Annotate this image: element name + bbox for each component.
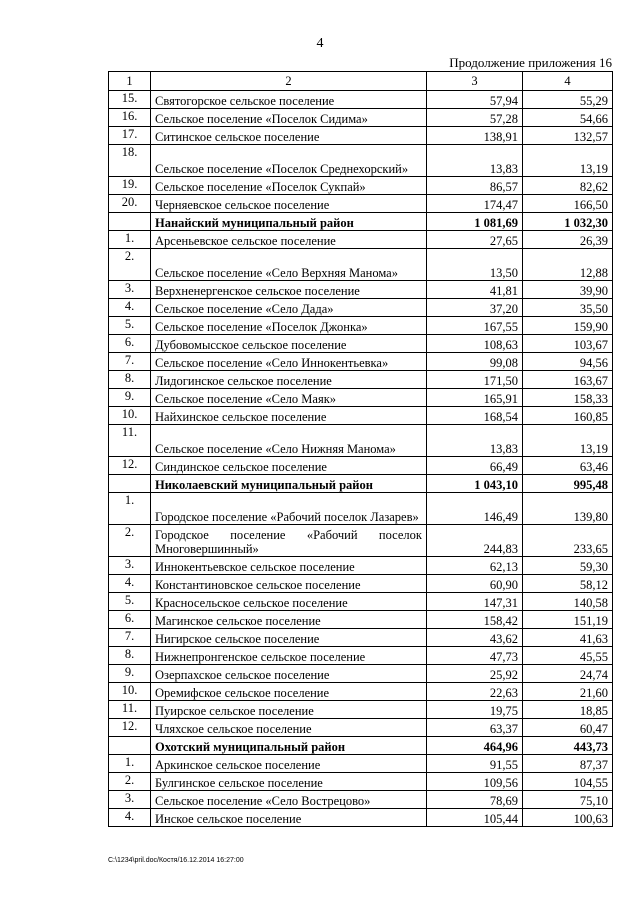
settlement-name: Нигирское сельское поселение <box>151 629 427 647</box>
header-col-4: 4 <box>523 72 613 91</box>
settlement-name: Охотский муниципальный район <box>151 737 427 755</box>
settlement-name: Сельское поселение «Село Нижняя Манома» <box>151 425 427 457</box>
value-col-4: 41,63 <box>523 629 613 647</box>
value-col-3: 27,65 <box>427 231 523 249</box>
table-row <box>109 317 613 335</box>
value-col-4: 443,73 <box>523 737 613 755</box>
value-col-4: 139,80 <box>523 493 613 525</box>
value-col-3: 41,81 <box>427 281 523 299</box>
table-row <box>109 231 613 249</box>
value-col-4: 100,63 <box>523 809 613 827</box>
value-col-4: 21,60 <box>523 683 613 701</box>
value-col-3: 86,57 <box>427 177 523 195</box>
table-row <box>109 177 613 195</box>
settlement-name: Лидогинское сельское поселение <box>151 371 427 389</box>
table-row <box>109 773 613 791</box>
table-row <box>109 299 613 317</box>
value-col-3: 99,08 <box>427 353 523 371</box>
value-col-3: 464,96 <box>427 737 523 755</box>
value-col-3: 146,49 <box>427 493 523 525</box>
value-col-3: 57,28 <box>427 109 523 127</box>
district-row <box>109 737 613 755</box>
row-number <box>109 213 151 231</box>
settlement-name: Святогорское сельское поселение <box>151 91 427 109</box>
settlement-name: Синдинское сельское поселение <box>151 457 427 475</box>
table-row <box>109 665 613 683</box>
settlement-name: Верхненергенское сельское поселение <box>151 281 427 299</box>
settlement-name: Сельское поселение «Поселок Джонка» <box>151 317 427 335</box>
settlement-name: Николаевский муниципальный район <box>151 475 427 493</box>
value-col-4: 104,55 <box>523 773 613 791</box>
value-col-4: 159,90 <box>523 317 613 335</box>
settlement-name: Константиновское сельское поселение <box>151 575 427 593</box>
row-number: 11. <box>109 701 151 719</box>
settlement-name: Сельское поселение «Поселок Среднехорский» <box>151 145 427 177</box>
value-col-3: 138,91 <box>427 127 523 145</box>
settlement-name: Озерпахское сельское поселение <box>151 665 427 683</box>
value-col-4: 87,37 <box>523 755 613 773</box>
row-number: 2. <box>109 525 151 557</box>
row-number: 9. <box>109 665 151 683</box>
table-row <box>109 575 613 593</box>
table-row <box>109 493 613 525</box>
table-row <box>109 525 613 557</box>
table-row <box>109 557 613 575</box>
value-col-4: 75,10 <box>523 791 613 809</box>
value-col-3: 168,54 <box>427 407 523 425</box>
row-number: 6. <box>109 335 151 353</box>
table-row <box>109 719 613 737</box>
row-number: 16. <box>109 109 151 127</box>
row-number: 7. <box>109 629 151 647</box>
settlement-name: Иннокентьевское сельское поселение <box>151 557 427 575</box>
settlement-name: Сельское поселение «Село Иннокентьевка» <box>151 353 427 371</box>
value-col-4: 13,19 <box>523 425 613 457</box>
settlement-name: Магинское сельское поселение <box>151 611 427 629</box>
settlement-name: Арсеньевское сельское поселение <box>151 231 427 249</box>
value-col-4: 13,19 <box>523 145 613 177</box>
table-row <box>109 145 613 177</box>
value-col-4: 24,74 <box>523 665 613 683</box>
row-number: 10. <box>109 407 151 425</box>
row-number: 12. <box>109 719 151 737</box>
value-col-3: 57,94 <box>427 91 523 109</box>
value-col-3: 158,42 <box>427 611 523 629</box>
table-row <box>109 425 613 457</box>
table-row <box>109 683 613 701</box>
row-number: 7. <box>109 353 151 371</box>
row-number: 20. <box>109 195 151 213</box>
row-number: 3. <box>109 281 151 299</box>
value-col-3: 60,90 <box>427 575 523 593</box>
table-row <box>109 389 613 407</box>
value-col-4: 35,50 <box>523 299 613 317</box>
value-col-4: 163,67 <box>523 371 613 389</box>
row-number: 10. <box>109 683 151 701</box>
value-col-4: 45,55 <box>523 647 613 665</box>
value-col-4: 60,47 <box>523 719 613 737</box>
value-col-3: 25,92 <box>427 665 523 683</box>
value-col-4: 151,19 <box>523 611 613 629</box>
value-col-3: 109,56 <box>427 773 523 791</box>
value-col-3: 171,50 <box>427 371 523 389</box>
value-col-3: 91,55 <box>427 755 523 773</box>
row-number: 1. <box>109 493 151 525</box>
value-col-3: 37,20 <box>427 299 523 317</box>
table-row <box>109 809 613 827</box>
table-row <box>109 91 613 109</box>
value-col-3: 19,75 <box>427 701 523 719</box>
value-col-3: 22,63 <box>427 683 523 701</box>
value-col-3: 1 043,10 <box>427 475 523 493</box>
table-row <box>109 701 613 719</box>
header-col-2: 2 <box>151 72 427 91</box>
settlement-name: Ситинское сельское поселение <box>151 127 427 145</box>
value-col-4: 39,90 <box>523 281 613 299</box>
row-number: 11. <box>109 425 151 457</box>
value-col-4: 59,30 <box>523 557 613 575</box>
page-number: 4 <box>316 36 324 51</box>
table-row <box>109 127 613 145</box>
value-col-4: 94,56 <box>523 353 613 371</box>
settlement-name: Пуирское сельское поселение <box>151 701 427 719</box>
settlement-name: Сельское поселение «Село Вострецово» <box>151 791 427 809</box>
table-header-row <box>109 72 613 91</box>
row-number: 12. <box>109 457 151 475</box>
value-col-4: 54,66 <box>523 109 613 127</box>
row-number: 19. <box>109 177 151 195</box>
table-row <box>109 457 613 475</box>
settlement-name: Сельское поселение «Поселок Сидима» <box>151 109 427 127</box>
value-col-4: 63,46 <box>523 457 613 475</box>
table-row <box>109 791 613 809</box>
table-row <box>109 407 613 425</box>
value-col-4: 233,65 <box>523 525 613 557</box>
row-number: 8. <box>109 371 151 389</box>
value-col-4: 158,33 <box>523 389 613 407</box>
table-row <box>109 109 613 127</box>
settlement-name: Городское поселение «Рабочий поселок Многовершинный» <box>151 525 427 557</box>
row-number <box>109 475 151 493</box>
value-col-3: 167,55 <box>427 317 523 335</box>
settlement-name: Оремифское сельское поселение <box>151 683 427 701</box>
value-col-3: 165,91 <box>427 389 523 407</box>
value-col-4: 103,67 <box>523 335 613 353</box>
value-col-4: 18,85 <box>523 701 613 719</box>
value-col-4: 140,58 <box>523 593 613 611</box>
settlement-name: Сельское поселение «Село Дада» <box>151 299 427 317</box>
table-row <box>109 249 613 281</box>
settlement-name: Булгинское сельское поселение <box>151 773 427 791</box>
file-path-footer: C:\1234\pril.doc/Костя/16.12.2014 16:27:00 <box>108 857 244 864</box>
data-table <box>108 71 613 827</box>
table-row <box>109 611 613 629</box>
value-col-3: 174,47 <box>427 195 523 213</box>
table-row <box>109 371 613 389</box>
settlement-name: Сельское поселение «Село Верхняя Манома» <box>151 249 427 281</box>
value-col-4: 132,57 <box>523 127 613 145</box>
row-number: 6. <box>109 611 151 629</box>
value-col-4: 12,88 <box>523 249 613 281</box>
value-col-3: 147,31 <box>427 593 523 611</box>
value-col-3: 63,37 <box>427 719 523 737</box>
table-row <box>109 755 613 773</box>
value-col-4: 1 032,30 <box>523 213 613 231</box>
value-col-4: 26,39 <box>523 231 613 249</box>
value-col-3: 13,83 <box>427 425 523 457</box>
value-col-3: 1 081,69 <box>427 213 523 231</box>
value-col-3: 47,73 <box>427 647 523 665</box>
settlement-name: Красносельское сельское поселение <box>151 593 427 611</box>
value-col-3: 108,63 <box>427 335 523 353</box>
row-number: 8. <box>109 647 151 665</box>
row-number: 4. <box>109 809 151 827</box>
row-number: 5. <box>109 317 151 335</box>
settlement-name: Нижнепронгенское сельское поселение <box>151 647 427 665</box>
appendix-continuation: Продолжение приложения 16 <box>449 55 612 70</box>
settlement-name: Инское сельское поселение <box>151 809 427 827</box>
table-row <box>109 353 613 371</box>
row-number: 1. <box>109 231 151 249</box>
value-col-3: 62,13 <box>427 557 523 575</box>
table-row <box>109 629 613 647</box>
row-number: 2. <box>109 249 151 281</box>
settlement-name: Городское поселение «Рабочий поселок Лазарев» <box>151 493 427 525</box>
table-row <box>109 195 613 213</box>
settlement-name: Аркинское сельское поселение <box>151 755 427 773</box>
value-col-3: 66,49 <box>427 457 523 475</box>
settlement-name: Найхинское сельское поселение <box>151 407 427 425</box>
row-number: 18. <box>109 145 151 177</box>
value-col-4: 58,12 <box>523 575 613 593</box>
settlement-name: Дубовомысское сельское поселение <box>151 335 427 353</box>
row-number: 1. <box>109 755 151 773</box>
row-number: 17. <box>109 127 151 145</box>
header-col-1: 1 <box>109 72 151 91</box>
district-row <box>109 213 613 231</box>
settlement-name: Черняевское сельское поселение <box>151 195 427 213</box>
table-row <box>109 593 613 611</box>
table-row <box>109 647 613 665</box>
value-col-3: 78,69 <box>427 791 523 809</box>
settlement-name: Нанайский муниципальный район <box>151 213 427 231</box>
value-col-4: 55,29 <box>523 91 613 109</box>
row-number: 5. <box>109 593 151 611</box>
row-number <box>109 737 151 755</box>
row-number: 4. <box>109 575 151 593</box>
row-number: 15. <box>109 91 151 109</box>
row-number: 4. <box>109 299 151 317</box>
header-col-3: 3 <box>427 72 523 91</box>
value-col-3: 13,50 <box>427 249 523 281</box>
settlement-name: Сельское поселение «Поселок Сукпай» <box>151 177 427 195</box>
value-col-4: 166,50 <box>523 195 613 213</box>
row-number: 9. <box>109 389 151 407</box>
district-row <box>109 475 613 493</box>
value-col-4: 160,85 <box>523 407 613 425</box>
settlement-name: Сельское поселение «Село Маяк» <box>151 389 427 407</box>
settlement-name: Чляхское сельское поселение <box>151 719 427 737</box>
value-col-4: 995,48 <box>523 475 613 493</box>
value-col-4: 82,62 <box>523 177 613 195</box>
value-col-3: 43,62 <box>427 629 523 647</box>
row-number: 2. <box>109 773 151 791</box>
value-col-3: 105,44 <box>427 809 523 827</box>
table-row <box>109 335 613 353</box>
table-row <box>109 281 613 299</box>
row-number: 3. <box>109 557 151 575</box>
row-number: 3. <box>109 791 151 809</box>
value-col-3: 244,83 <box>427 525 523 557</box>
value-col-3: 13,83 <box>427 145 523 177</box>
